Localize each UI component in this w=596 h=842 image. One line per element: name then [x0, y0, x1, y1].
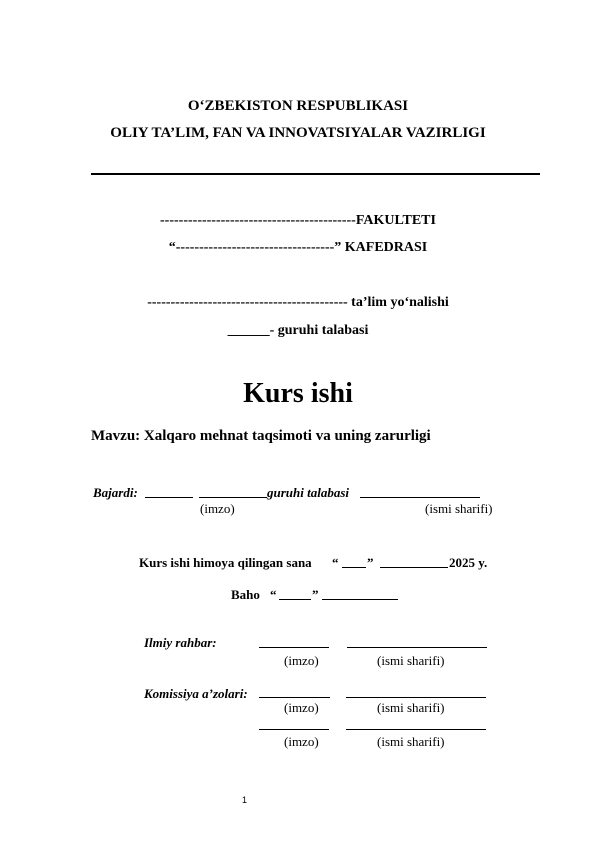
ministry-name-line: OLIY TA’LIM, FAN VA INNOVATSIYALAR VAZIRLIGI — [110, 125, 486, 141]
defense-date-label: Kurs ishi himoya qilingan sana — [139, 555, 312, 570]
defense-year: 2025 y. — [449, 555, 488, 570]
faculty-line: ------------------------------------------FAKULTETI — [160, 213, 436, 228]
grade-quote-close: ” — [312, 587, 319, 602]
grade-value-line — [279, 599, 311, 600]
performer-group-line — [199, 497, 267, 498]
performer-group-label: guruhi talabasi — [267, 485, 350, 500]
defense-date-quote-close: ” — [367, 555, 374, 570]
defense-day-line — [342, 567, 366, 568]
commission-signature-caption-2: (imzo) — [284, 734, 319, 749]
supervisor-name-caption: (ismi sharifi) — [377, 653, 445, 668]
commission-signature-caption-1: (imzo) — [284, 700, 319, 715]
commission-name-caption-1: (ismi sharifi) — [377, 700, 445, 715]
grade-quote-open: “ — [270, 587, 277, 602]
ministry-country-line: O‘ZBEKISTON RESPUBLIKASI — [187, 98, 409, 114]
commission-signature-line-2 — [259, 729, 329, 730]
commission-signature-line-1 — [259, 697, 330, 698]
commission-name-line-1 — [346, 697, 486, 698]
document-title: Kurs ishi — [243, 378, 353, 409]
commission-name-caption-2: (ismi sharifi) — [377, 734, 445, 749]
topic-line: Mavzu: Xalqaro mehnat taqsimoti va uning zarurligi — [91, 428, 431, 444]
supervisor-signature-line — [259, 647, 329, 648]
grade-label: Baho — [231, 587, 260, 602]
education-direction-line: ------------------------------------------- ta’lim yo‘nalishi — [147, 295, 449, 310]
page-number: 1 — [242, 795, 248, 805]
performer-signature-caption: (imzo) — [200, 501, 235, 516]
performer-label: Bajardi: — [93, 485, 138, 500]
commission-name-line-2 — [346, 729, 486, 730]
performer-name-caption: (ismi sharifi) — [425, 501, 493, 516]
defense-date-quote-open: “ — [332, 555, 339, 570]
grade-words-line — [322, 599, 398, 600]
performer-name-line — [360, 497, 480, 498]
supervisor-name-line — [347, 647, 487, 648]
header-divider — [91, 173, 540, 175]
student-group-line: ______- guruhi talabasi — [227, 323, 369, 338]
supervisor-signature-caption: (imzo) — [284, 653, 319, 668]
performer-signature-line — [145, 497, 193, 498]
defense-month-line — [380, 567, 448, 568]
supervisor-label: Ilmiy rahbar: — [144, 635, 217, 650]
commission-label: Komissiya a’zolari: — [144, 686, 248, 701]
department-line: “----------------------------------” KAFEDRASI — [168, 240, 428, 255]
